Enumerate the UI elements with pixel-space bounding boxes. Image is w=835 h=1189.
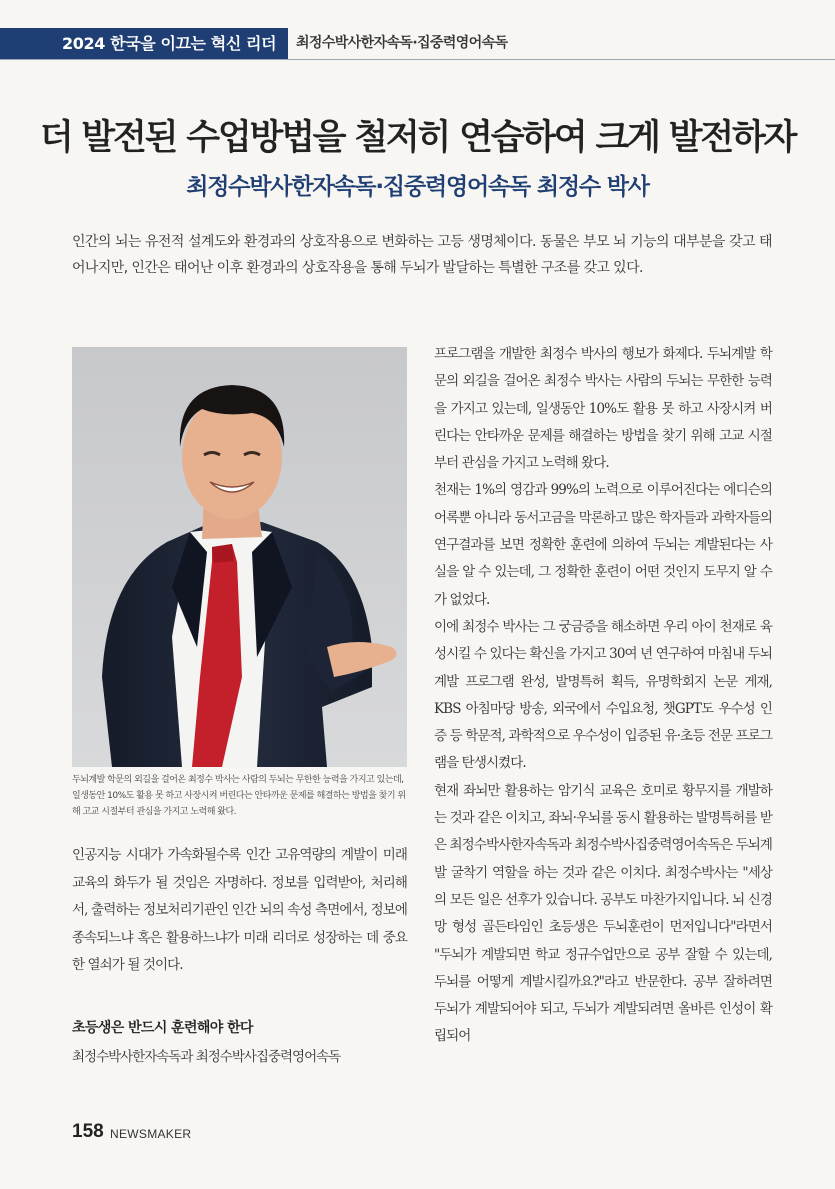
section-tag: 2024 한국을 이끄는 혁신 리더 — [0, 28, 288, 59]
article-subtitle: 최정수박사한자속독·집중력영어속독 최정수 박사 — [186, 174, 649, 200]
portrait-illustration — [72, 347, 407, 767]
portrait-photo — [72, 347, 407, 767]
body-paragraph: 현재 좌뇌만 활용하는 암기식 교육은 호미로 황무지를 개발하는 것과 같은 이치고, 좌뇌·우뇌를 동시 활용하는 발명특허를 받은 최정수박사한자속독과 최정수박사집중력영어속독은 두뇌계발 굴착기 역할을 하는 것과 같은 이치다. 최정수박사는 "세상의 모든 일은 선후가 있습니다. 공부도 마찬가지입니다. 뇌 신경망 형성 골든타임인 초등생은 두뇌훈련이 먼저입니다"라면서 "두뇌가 계발되면 학교 정규수업만으로 공부 잘할 수 있는데, 두뇌를 어떻게 계발시킬까요?"라고 반문한다. 공부 잘하려면 두뇌가 계발되어야 되고, 두뇌가 계발되려면 올바른 인성이 확립되어 — [434, 782, 772, 1045]
section-subtitle: 최정수박사한자속독·집중력영어속독 — [296, 35, 508, 51]
body-column-right — [434, 341, 772, 1051]
body-paragraph: 이에 최정수 박사는 그 궁금증을 해소하면 우리 아이 천재로 육성시킬 수 있다는 확신을 가지고 30여 년 연구하여 마침내 두뇌계발 프로그램 완성, 발명특허 획득, 유명학회지 논문 게재, KBS 아침마당 방송, 외국에서 수입요청, 챗GPT도 우수성 인증 등 학문적, 과학적으로 우수성이 입증된 유·초등 전문 프로그램을 탄생시켰다. — [434, 618, 772, 772]
page-number: 158 — [72, 1121, 104, 1142]
lead-paragraph: 인간의 뇌는 유전적 설계도와 환경과의 상호작용으로 변화하는 고등 생명체이다. 동물은 부모 뇌 기능의 대부분을 갖고 태어나지만, 인간은 태어난 이후 환경과의 상호작용을 통해 두뇌가 발달하는 특별한 구조를 갖고 있다. — [72, 234, 772, 276]
publication-name: NEWSMAKER — [110, 1127, 192, 1141]
header-divider — [0, 59, 835, 60]
body-paragraph-left: 인공지능 시대가 가속화될수록 인간 고유역량의 계발이 미래교육의 화두가 될 것임은 자명하다. 정보를 입력받아, 처리해서, 출력하는 정보처리기관인 인간 뇌의 속성 측면에서, 정보에 종속되느냐 혹은 활용하느냐가 미래 리더로 성장하는 데 중요한 열쇠가 될 것이다. — [72, 847, 407, 973]
body-paragraph-left-continued: 최정수박사한자속독과 최정수박사집중력영어속독 — [72, 1049, 341, 1065]
body-paragraph: 프로그램을 개발한 최정수 박사의 행보가 화제다. 두뇌계발 학문의 외길을 걸어온 최정수 박사는 사람의 두뇌는 무한한 능력을 가지고 있는데, 일생동안 10%도 활용 못 하고 사장시켜 버린다는 안타까운 문제를 해결하는 방법을 찾기 위해 고교 시절부터 관심을 가지고 노력해 왔다. — [434, 346, 772, 472]
section-heading: 초등생은 반드시 훈련해야 한다 — [72, 1020, 253, 1036]
photo-caption: 두뇌계발 학문의 외길을 걸어온 최정수 박사는 사람의 두뇌는 무한한 능력을 가지고 있는데, 일생동안 10%도 활용 못 하고 사장시켜 버린다는 안타까운 문제를 해결하는 방법을 찾기 위해 고교 시절부터 관심을 가지고 노력해 왔다. — [72, 775, 406, 817]
article-title: 더 발전된 수업방법을 철저히 연습하여 크게 발전하자 — [39, 117, 796, 158]
body-paragraph: 천재는 1%의 영감과 99%의 노력으로 이루어진다는 에디슨의 어록뿐 아니라 동서고금을 막론하고 많은 학자들과 과학자들의 연구결과를 보면 정확한 훈련에 의하여 두뇌는 계발된다는 사실을 알 수 있는데, 그 정확한 훈련이 어떤 것인지 도무지 알 수가 없었다. — [434, 482, 772, 608]
